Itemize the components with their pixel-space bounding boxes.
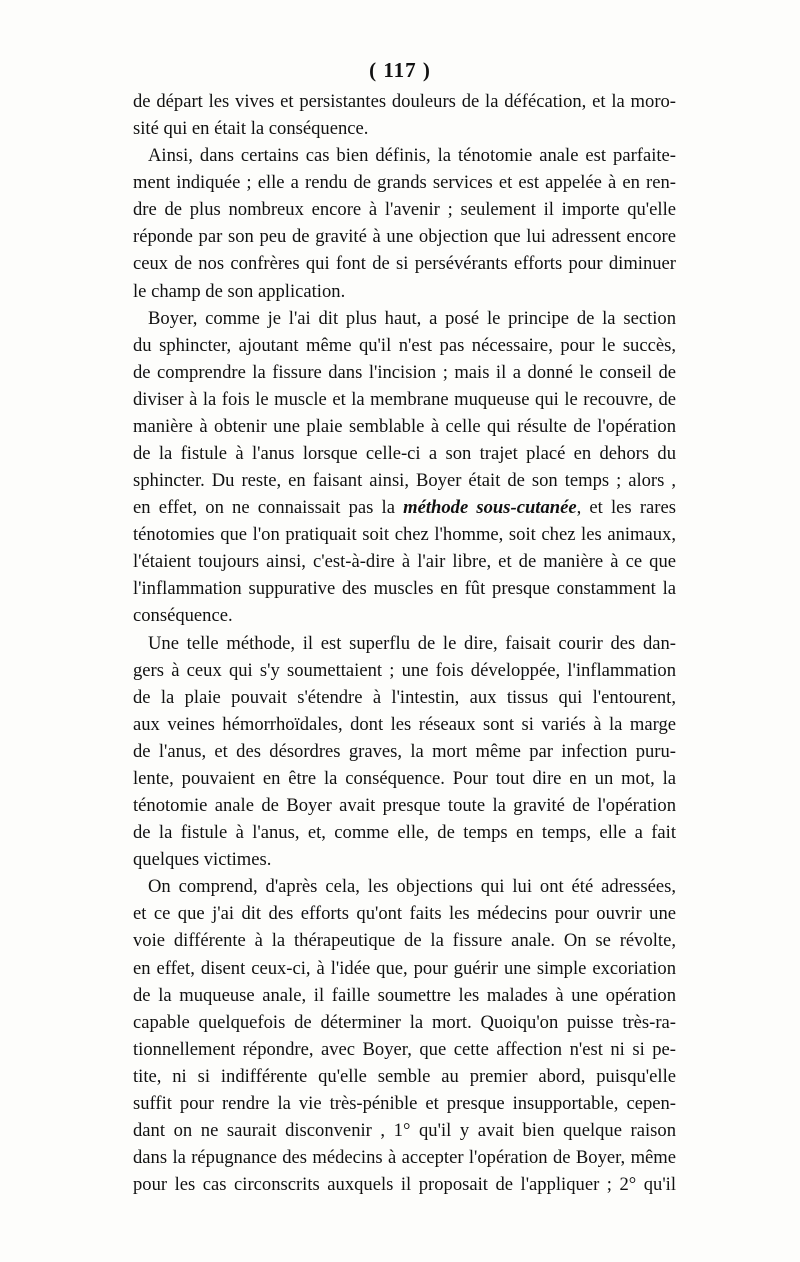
text-line: ténotomie anale de Boyer avait presque toute la gravité de l'opération [133, 795, 676, 817]
text-line: Une telle méthode, il est superflu de le dire, faisait courir des dan- [148, 632, 676, 654]
text-line: Boyer, comme je l'ai dit plus haut, a posé le principe de la section [148, 307, 676, 329]
text-line: sité qui en était la conséquence. [133, 118, 369, 140]
emphasized-text: méthode sous-cutanée [403, 497, 577, 519]
text-line: réponde par son peu de gravité à une objection que lui adressent encore [133, 226, 676, 248]
text-line: diviser à la fois le muscle et la membrane muqueuse qui le recouvre, de [133, 388, 676, 410]
text-line: du sphincter, ajoutant même qu'il n'est pas nécessaire, pour le succès, [133, 334, 676, 356]
text-line: de la plaie pouvait s'étendre à l'intestin, aux tissus qui l'entourent, [133, 686, 676, 708]
text-line: tite, ni si indifférente qu'elle semble au premier abord, puisqu'elle [133, 1065, 676, 1087]
text-line: dans la répugnance des médecins à accepter l'opération de Boyer, même [133, 1147, 676, 1169]
text-line: ceux de nos confrères qui font de si persévérants efforts pour diminuer [133, 253, 676, 275]
text-line: de comprendre la fissure dans l'incision ; mais il a donné le conseil de [133, 361, 676, 383]
text-line: de départ les vives et persistantes douleurs de la défécation, et la moro- [133, 91, 676, 112]
text-line: conséquence. [133, 605, 233, 627]
text-line: suffit pour rendre la vie très-pénible et presque insupportable, cepen- [133, 1092, 676, 1114]
text-line: l'étaient toujours ainsi, c'est-à-dire à l'air libre, et de manière à ce que [133, 551, 676, 573]
text-line: le champ de son application. [133, 280, 346, 302]
text-line: en effet, on ne connaissait pas la méthode sous-cutanée, et les rares [133, 497, 676, 519]
text-line: voie différente à la thérapeutique de la fissure anale. On se révolte, [133, 930, 676, 952]
text-line: Ainsi, dans certains cas bien définis, la ténotomie anale est parfaite- [148, 145, 676, 167]
text-line: lente, pouvaient en être la conséquence. Pour tout dire en un mot, la [133, 767, 676, 789]
body-text [133, 88, 676, 1198]
text-line: de l'anus, et des désordres graves, la mort même par infection puru- [133, 740, 676, 762]
text-line: en effet, disent ceux-ci, à l'idée que, pour guérir une simple excoriation [133, 957, 676, 979]
text-line: manière à obtenir une plaie semblable à celle qui résulte de l'opération [133, 415, 676, 437]
text-line: de la fistule à l'anus lorsque celle-ci a son trajet placé en dehors du [133, 443, 676, 465]
page-number: ( 117 ) [369, 58, 431, 82]
text-line: quelques victimes. [133, 849, 272, 871]
text-line: l'inflammation suppurative des muscles en fût presque constamment la [133, 578, 676, 600]
text-line: capable quelquefois de déterminer la mort. Quoiqu'on puisse très-ra- [133, 1011, 676, 1033]
text-line: ténotomies que l'on pratiquait soit chez l'homme, soit chez les animaux, [133, 524, 676, 546]
text-line: et ce que j'ai dit des efforts qu'ont faits les médecins pour ouvrir une [133, 903, 676, 925]
text-line: pour les cas circonscrits auxquels il proposait de l'appliquer ; 2° qu'il [133, 1174, 676, 1196]
text-line: de la muqueuse anale, il faille soumettre les malades à une opération [133, 984, 676, 1006]
text-line: aux veines hémorrhoïdales, dont les réseaux sont si variés à la marge [133, 713, 676, 735]
text-line: dre de plus nombreux encore à l'avenir ; seulement il importe qu'elle [133, 199, 676, 221]
text-line: ment indiquée ; elle a rendu de grands services et est appelée à en ren- [133, 172, 676, 194]
text-line: tionnellement répondre, avec Boyer, que cette affection n'est ni si pe- [133, 1038, 676, 1060]
text-line: sphincter. Du reste, en faisant ainsi, Boyer était de son temps ; alors , [133, 470, 676, 492]
text-line: dant on ne saurait disconvenir , 1° qu'il y avait bien quelque raison [133, 1119, 676, 1141]
text-line: gers à ceux qui s'y soumettaient ; une fois développée, l'inflammation [133, 659, 676, 681]
text-line: de la fistule à l'anus, et, comme elle, de temps en temps, elle a fait [133, 822, 676, 844]
text-line: On comprend, d'après cela, les objections qui lui ont été adressées, [148, 876, 676, 898]
